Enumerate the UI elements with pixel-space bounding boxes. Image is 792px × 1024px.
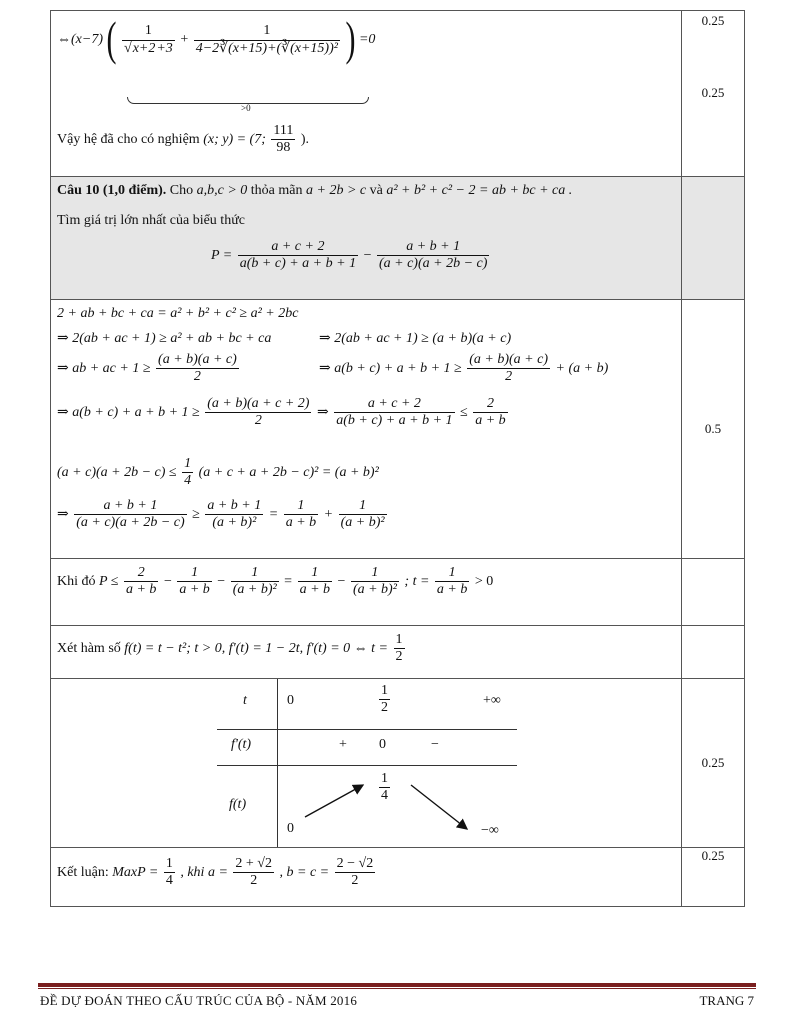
- f1-denominator: √x+2+3: [124, 40, 173, 56]
- P-expression: P = $\frac{a + c + 2}{a(b + c) + a + b + 1}$ − $\frac{a + b + 1}{(a + c)(a + 2b - c)}$: [211, 239, 488, 272]
- question-line-2: Tìm giá trị lớn nhất của biểu thức: [57, 213, 245, 228]
- vt-arrows: [51, 679, 683, 847]
- fraction-1: [122, 23, 175, 56]
- proof-line-5: (a + c)(a + 2b − c) ≤ $\frac{1}{4}$ (a + c + a + 2b − c)² = (a + b)²: [57, 456, 379, 489]
- row-khi-do: [51, 559, 745, 626]
- plus-sign: +: [180, 32, 189, 48]
- eq-prefix: ⇔(x−7): [57, 32, 103, 48]
- paren-left: (: [106, 12, 117, 66]
- row-variation-table: t 0 $\frac{1}{2}$ +∞ f'(t) + 0 − f(t) $\frac{1}{4}$ 0 −∞ 0.25: [51, 679, 745, 848]
- paren-right: ): [345, 12, 356, 66]
- vt-label-f: f(t): [229, 797, 247, 812]
- footer-title: ĐỀ DỰ ĐOÁN THEO CẤU TRÚC CỦA BỘ - NĂM 2016: [40, 993, 358, 1008]
- ket-luan-line: Kết luận: MaxP = $\frac{1}{4}$ , khi a = $\frac{2 + √2}{2}$ , b = c = $\frac{2 - √2}{2}$: [57, 856, 374, 889]
- footer-rule: [38, 983, 756, 987]
- row-ket-luan: [51, 848, 745, 907]
- vt-f-max: $\frac{1}{4}$: [381, 771, 388, 804]
- score-0-5: 0.5: [682, 300, 745, 559]
- score-0-25-c: 0.25: [682, 679, 745, 848]
- conclusion-text: Vậy hệ đã cho có nghiệm: [57, 131, 200, 147]
- equation-line: [57, 12, 376, 66]
- score-0-25-d: 0.25: [682, 848, 745, 907]
- row-proof: [51, 300, 745, 559]
- proof-line-4: ⇒ a(b + c) + a + b + 1 ≥ $\frac{(a + b)(a + c + 2)}{2}$ ⇒ $\frac{a + c + 2}{a(b + c) + a + b + 1}$ ≤ $\frac{2}{a + b}$: [57, 396, 506, 429]
- arrow-up: [305, 785, 363, 817]
- f1-numerator: 1: [144, 23, 152, 39]
- f2-numerator: 1: [263, 23, 271, 39]
- vt-label-fprime: f'(t): [231, 737, 252, 752]
- row-question: [51, 177, 745, 300]
- question-label: Câu 10 (1,0 điểm).: [57, 183, 167, 198]
- proof-line-1: 2 + ab + bc + ca = a² + b² + c² ≥ a² + 2bc: [57, 306, 299, 321]
- conclusion-line: Vậy hệ đã cho có nghiệm (x; y) = (7; $\frac{111}{98}$ ).: [57, 123, 310, 156]
- proof-line-2b: ⇒ 2(ab + ac + 1) ≥ (a + b)(a + c): [319, 331, 512, 346]
- arrow-down: [411, 785, 467, 829]
- proof-line-3b: ⇒ a(b + c) + a + b + 1 ≥ $\frac{(a + b)(a + c)}{2}$ + (a + b): [319, 352, 609, 385]
- proof-line-2a: ⇒ 2(ab + ac + 1) ≥ a² + ab + bc + ca: [57, 331, 272, 346]
- xet-ham-so-line: Xét hàm số f(t) = t − t²; t > 0, f'(t) = 1 − 2t, f'(t) = 0 ⇔ t = $\frac{1}{2}$: [57, 632, 403, 665]
- question-line: Câu 10 (1,0 điểm). Cho a,b,c > 0 thỏa mãn a + 2b > c và a² + b² + c² − 2 = ab + bc + ca .: [57, 183, 573, 198]
- conclusion-fraction: $\frac{111}{98}$: [273, 123, 294, 156]
- proof-line-6: ⇒ $\frac{a + b + 1}{(a + c)(a + 2b - c)}$ ≥ $\frac{a + b + 1}{\text{(a + b)²}}$ = $\frac{1}{a + b}$ + $\frac{1}{\text{(a + b)²}}$: [57, 498, 385, 531]
- eq-suffix: =0: [358, 32, 376, 48]
- vt-label-t: t: [243, 693, 247, 708]
- khi-do-line: Khi đó P ≤ $\frac{2}{a + b}$ − $\frac{1}{a + b}$ − $\frac{1}{\text{(a + b)²}}$ = $\frac{1}{a + b}$ − $\frac{1}{\text{(a + b)²}}$ ; t = $\frac{1}{a + b}$ > 0: [57, 565, 494, 598]
- fraction-2: [194, 23, 340, 56]
- footer-rule-thin: [38, 988, 756, 989]
- row-xet-ham-so: [51, 626, 745, 679]
- vt-t-half: $\frac{1}{2}$: [381, 683, 388, 716]
- underbrace-label: >0: [241, 103, 251, 113]
- proof-line-3a: ⇒ ab + ac + 1 ≥ $\frac{(a + b)(a + c)}{2}$: [57, 352, 237, 385]
- f2-denominator: 4−2∛(x+15)+(∛(x+15))²: [195, 40, 338, 56]
- page-number: TRANG 7: [699, 993, 754, 1008]
- score-0-25-b: 0.25: [701, 85, 725, 100]
- conclusion-math: (x; y) = (7;: [203, 131, 266, 147]
- score-0-25-a: 0.25: [701, 13, 725, 28]
- solution-table: [50, 10, 745, 907]
- row-equation: [51, 11, 745, 177]
